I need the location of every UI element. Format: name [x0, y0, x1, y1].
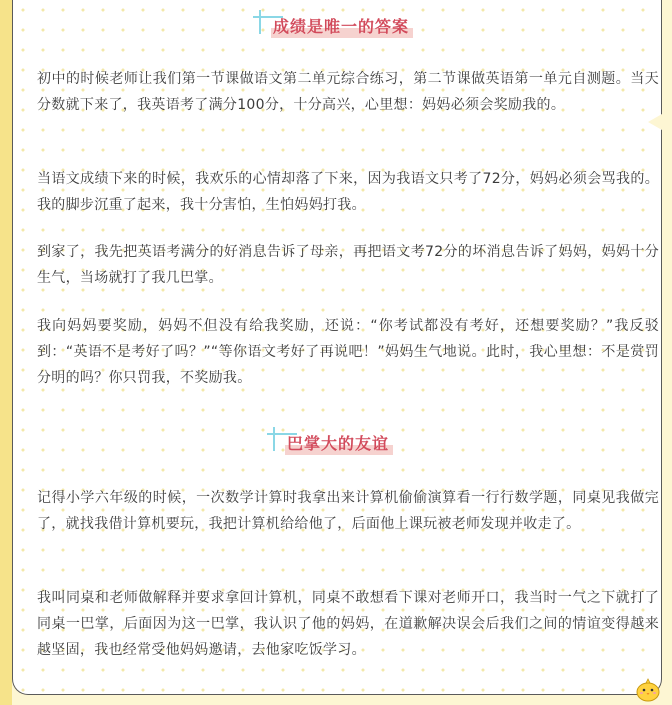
paragraph: 到家了，我先把英语考满分的好消息告诉了母亲，再把语文考72分的坏消息告诉了妈妈，妈妈十分生气，当场就打了我几巴掌。: [37, 244, 659, 286]
paragraph: 初中的时候老师让我们第一节课做语文第二单元综合练习，第二节课做英语第一单元自测题。当天分数就下来了，我英语考了满分100分，十分高兴，心里想：妈妈必须会奖励我的。: [37, 71, 659, 113]
paragraph: 我叫同桌和老师做解释并要求拿回计算机，同桌不敢想看下课对老师开口，我当时一气之下就打了同桌一巴掌，后面因为这一巴掌，我认识了他的妈妈，在道歉解决误会后我们之间的情谊变得越来越坚固，我也经常受他妈妈邀请，去他家吃饭学习。: [37, 590, 659, 658]
article-card: [12, 0, 662, 695]
paragraph: 当语文成绩下来的时候，我欢乐的心情却落了下来，因为我语文只考了72分，妈妈必须会骂我的。我的脚步沉重了起来，我十分害怕，生怕妈妈打我。: [37, 171, 659, 213]
chick-icon: [634, 678, 662, 702]
section-title: 成绩是唯一的答案: [273, 16, 410, 36]
paragraph: 我向妈妈要奖励，妈妈不但没有给我奖励，还说：“你考试都没有考好，还想要奖励？”我反驳到：“英语不是考好了吗？”“等你语文考好了再说吧！”妈妈生气地说。此时，我心里想：不是赏罚分明的吗？你只罚我，不奖励我。: [37, 318, 659, 386]
paragraph: 记得小学六年级的时候，一次数学计算时我拿出来计算机偷偷演算看一行行数学题，同桌见我做完了，就找我借计算机要玩，我把计算机给给他了，后面他上课玩被老师发现并收走了。: [37, 490, 659, 532]
section-heading-2: [273, 427, 389, 457]
section-title: 巴掌大的友谊: [287, 433, 390, 453]
section-heading-1: [259, 10, 409, 40]
left-border-stripe: [0, 0, 12, 705]
